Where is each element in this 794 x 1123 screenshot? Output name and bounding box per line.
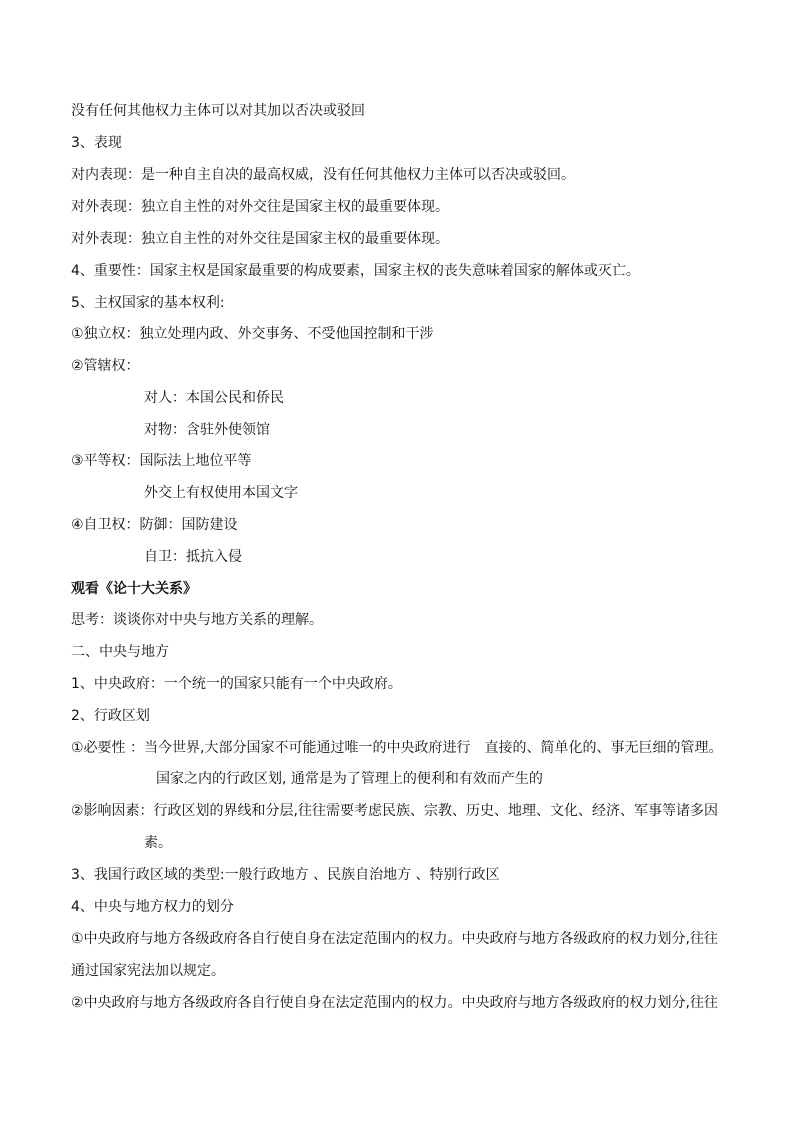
sub-list-item: 对人：本国公民和侨民 [144, 390, 284, 406]
list-item: ①必要性 ：当今世界,大部分国家不可能通过唯一的中央政府进行 直接的、简单化的、事无巨细的管理。 [71, 740, 723, 756]
text-line: 对外表现：独立自主性的对外交往是国家主权的最重要体现。 [71, 231, 449, 247]
text-line: 对外表现：独立自主性的对外交往是国家主权的最重要体现。 [71, 199, 449, 215]
sub-list-item: 自卫：抵抗入侵 [144, 549, 242, 565]
bold-heading: 观看《论十大关系》 [71, 581, 197, 597]
section-heading: 5、主权国家的基本权利: [71, 295, 225, 311]
text-line: 思考：谈谈你对中央与地方关系的理解。 [71, 612, 323, 628]
text-line: 没有任何其他权力主体可以对其加以否决或驳回 [71, 103, 365, 119]
section-heading: 4、中央与地方权力的划分 [71, 899, 234, 915]
list-item: ②影响因素：行政区划的界线和分层,往往需要考虑民族、宗教、历史、地理、文化、经济、军事等诸多因 [71, 803, 718, 819]
list-item: ②管辖权： [71, 358, 140, 374]
text-line: 素。 [144, 835, 172, 851]
sub-list-item: 国家之内的行政区划, 通常是为了管理上的便利和有效而产生的 [156, 771, 543, 787]
text-line: 4、重要性：国家主权是国家最重要的构成要素，国家主权的丧失意味着国家的解体或灭亡。 [71, 263, 640, 279]
sub-list-item: 外交上有权使用本国文字 [144, 485, 298, 501]
sub-list-item: 对物：含驻外使领馆 [144, 422, 270, 438]
section-heading: 3、我国行政区域的类型:一般行政地方 、民族自治地方 、特别行政区 [71, 867, 500, 883]
section-heading: 2、行政区划 [71, 708, 150, 724]
list-item: ②中央政府与地方各级政府各自行使自身在法定范围内的权力。中央政府与地方各级政府的权力划分,往往 [71, 995, 718, 1011]
list-item: ③平等权：国际法上地位平等 [71, 453, 252, 469]
list-item: ①独立权：独立处理内政、外交事务、不受他国控制和干涉 [71, 326, 434, 342]
section-heading: 二、中央与地方 [71, 644, 169, 660]
section-heading: 3、表现 [71, 135, 122, 151]
list-item: ①中央政府与地方各级政府各自行使自身在法定范围内的权力。中央政府与地方各级政府的权力划分,往往 [71, 931, 718, 947]
text-line: 对内表现：是一种自主自决的最高权威，没有任何其他权力主体可以否决或驳回。 [71, 167, 575, 183]
text-line: 1、中央政府：一个统一的国家只能有一个中央政府。 [71, 676, 402, 692]
text-line: 通过国家宪法加以规定。 [71, 963, 225, 979]
list-item: ④自卫权：防御：国防建设 [71, 517, 238, 533]
